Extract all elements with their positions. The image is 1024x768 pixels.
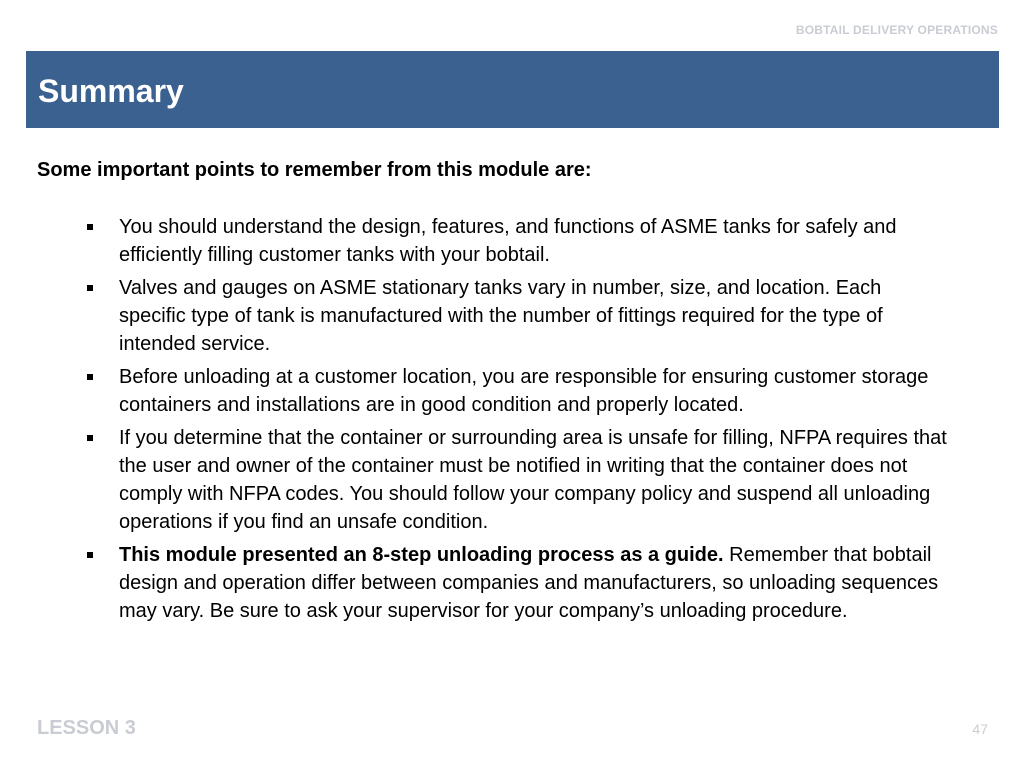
bullet-item <box>119 541 949 625</box>
bullet-text: You should understand the design, features, and functions of ASME tanks for safely and efficiently filling customer tanks with your bobtail. <box>119 216 897 266</box>
title-bar <box>26 51 999 128</box>
page-number: 47 <box>972 721 988 737</box>
bullet-text: Remember that bobtail design and operation differ between companies and manufacturers, so unloading sequences may vary. Be sure to ask your supervisor for your company’s unloading procedure. <box>119 544 939 622</box>
bullet-text: If you determine that the container or surrounding area is unsafe for filling, NFPA requires that the user and owner of the container must be notified in writing that the container does not comply with NFPA codes. You should follow your company policy and suspend all unloading operations if you find an unsafe condition. <box>119 427 947 533</box>
bullet-text: Before unloading at a customer location, you are responsible for ensuring customer storage containers and installations are in good condition and properly located. <box>119 366 929 416</box>
intro-text: Some important points to remember from this module are: <box>37 159 592 181</box>
bullet-item <box>119 363 949 419</box>
square-bullet-icon <box>87 552 93 558</box>
square-bullet-icon <box>87 224 93 230</box>
footer-lesson: LESSON 3 <box>37 717 136 739</box>
bullet-bold-text: This module presented an 8-step unloading process as a guide. <box>119 544 724 566</box>
bullet-item <box>119 424 949 536</box>
page-title: Summary <box>38 73 184 109</box>
header-label: BOBTAIL DELIVERY OPERATIONS <box>795 23 998 37</box>
bullet-item <box>119 274 949 358</box>
square-bullet-icon <box>87 374 93 380</box>
square-bullet-icon <box>87 435 93 441</box>
bullet-text: Valves and gauges on ASME stationary tanks vary in number, size, and location. Each specific type of tank is manufactured with the number of fittings required for the type of intended service. <box>119 277 883 355</box>
square-bullet-icon <box>87 285 93 291</box>
bullet-list <box>119 213 949 630</box>
bullet-item <box>119 213 949 269</box>
